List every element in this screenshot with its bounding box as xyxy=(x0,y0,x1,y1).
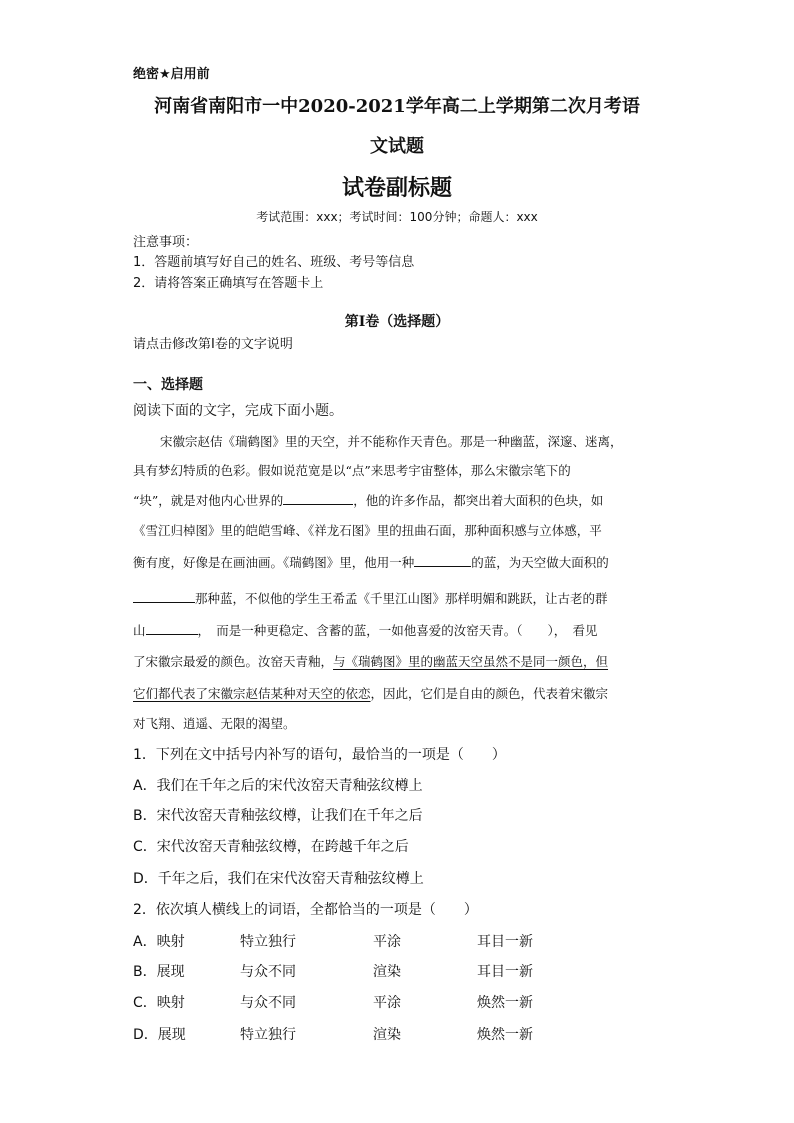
confidential-label: 绝密★启用前 xyxy=(133,67,210,82)
passage-line xyxy=(133,621,598,639)
option-word: 特立独行 xyxy=(240,1027,296,1043)
option-word: 耳目一新 xyxy=(477,964,533,980)
passage-text: ，因此，它们是自由的颜色，代表着宋徽宗 xyxy=(370,686,609,701)
passage-text: 衡有度，好像是在画油画。《瑞鹤图》里，他用一种 xyxy=(133,555,415,570)
underlined-sentence: 与《瑞鹤图》里的幽蓝天空虽然不是同一颜色，但 xyxy=(333,654,609,669)
notice-heading: 注意事项： xyxy=(133,235,199,250)
fill-blank-4 xyxy=(146,622,198,635)
passage-text: 的蓝，为天空做大面积的 xyxy=(471,555,609,570)
passage-line xyxy=(133,491,603,509)
exam-title-line1: 河南省南阳市一中2020-2021学年高二上学期第二次月考语 xyxy=(154,96,640,117)
question-1-stem: 1．下列在文中括号内补写的语句，最恰当的一项是（ ） xyxy=(133,747,506,763)
passage-text: 那种蓝，不似他的学生王希孟《千里江山图》那样明媚和跳跃，让古老的群 xyxy=(195,591,608,606)
notice-item-2: 2．请将答案正确填写在答题卡上 xyxy=(133,276,324,291)
question-group-heading: 一、选择题 xyxy=(133,377,203,393)
option-word: 渲染 xyxy=(373,964,401,980)
option-word: 焕然一新 xyxy=(477,995,533,1011)
option-word: 与众不同 xyxy=(240,995,296,1011)
option-word: 渲染 xyxy=(373,1027,401,1043)
passage-line xyxy=(133,553,609,571)
question-1-option-c[interactable]: C．宋代汝窑天青釉弦纹樽，在跨越千年之后 xyxy=(133,839,409,855)
passage-line xyxy=(133,684,608,702)
passage-line xyxy=(133,589,608,607)
passage-text: ，他的许多作品，都突出着大面积的色块，如 xyxy=(353,493,604,508)
section-title: 第I卷（选择题） xyxy=(344,314,450,330)
question-1-option-a[interactable]: A．我们在千年之后的宋代汝窑天青釉弦纹樽上 xyxy=(133,778,423,794)
passage-text: 山 xyxy=(133,623,146,638)
fill-blank-1 xyxy=(283,492,353,505)
option-word: B．展现 xyxy=(133,964,185,980)
reading-instruction: 阅读下面的文字，完成下面小题。 xyxy=(133,403,343,419)
fill-blank-3 xyxy=(133,590,195,603)
passage-text: 了宋徽宗最爱的颜色。汝窑天青釉， xyxy=(133,654,334,669)
fill-blank-2 xyxy=(414,554,471,567)
option-word: 焕然一新 xyxy=(477,1027,533,1043)
option-word: 与众不同 xyxy=(240,964,296,980)
underlined-sentence: 它们都代表了宋徽宗赵佶某种对天空的依恋 xyxy=(133,686,371,701)
passage-line xyxy=(133,652,608,670)
passage-text: “块”，就是对他内心世界的 xyxy=(133,493,284,508)
exam-info: 考试范围：xxx；考试时间：100分钟；命题人：xxx xyxy=(256,210,538,224)
option-word: 平涂 xyxy=(373,934,401,950)
paper-subtitle: 试卷副标题 xyxy=(341,175,452,201)
option-word: C．映射 xyxy=(133,995,185,1011)
exam-title-line2: 文试题 xyxy=(370,136,424,157)
option-word: 耳目一新 xyxy=(477,934,533,950)
option-word: D．展现 xyxy=(133,1027,186,1043)
section-note: 请点击修改第I卷的文字说明 xyxy=(133,337,293,352)
question-2-stem: 2．依次填人横线上的词语，全都恰当的一项是（ ） xyxy=(133,902,478,918)
question-1-option-d[interactable]: D．千年之后，我们在宋代汝窑天青釉弦纹樽上 xyxy=(133,871,424,887)
option-word: A．映射 xyxy=(133,934,185,950)
passage-text: ， 而是一种更稳定、含蓄的蓝，一如他喜爱的汝窑天青。（ ）， 看见 xyxy=(197,623,598,638)
option-word: 平涂 xyxy=(373,995,401,1011)
passage-line: 《雪江归棹图》里的皑皑雪峰、《祥龙石图》里的扭曲石面，那种面积感与立体感，平 xyxy=(133,523,602,538)
notice-item-1: 1．答题前填写好自己的姓名、班级、考号等信息 xyxy=(133,255,415,270)
question-1-option-b[interactable]: B．宋代汝窑天青釉弦纹樽，让我们在千年之后 xyxy=(133,808,423,824)
passage-line: 对飞翔、逍遥、无限的渴望。 xyxy=(133,716,296,731)
passage-line: 具有梦幻特质的色彩。假如说范宽是以“点”来思考宇宙整体，那么宋徽宗笔下的 xyxy=(133,463,571,478)
passage-line: 宋徽宗赵佶《瑞鹤图》里的天空，并不能称作天青色。那是一种幽蓝，深邃、迷离， xyxy=(160,434,623,449)
option-word: 特立独行 xyxy=(240,934,296,950)
